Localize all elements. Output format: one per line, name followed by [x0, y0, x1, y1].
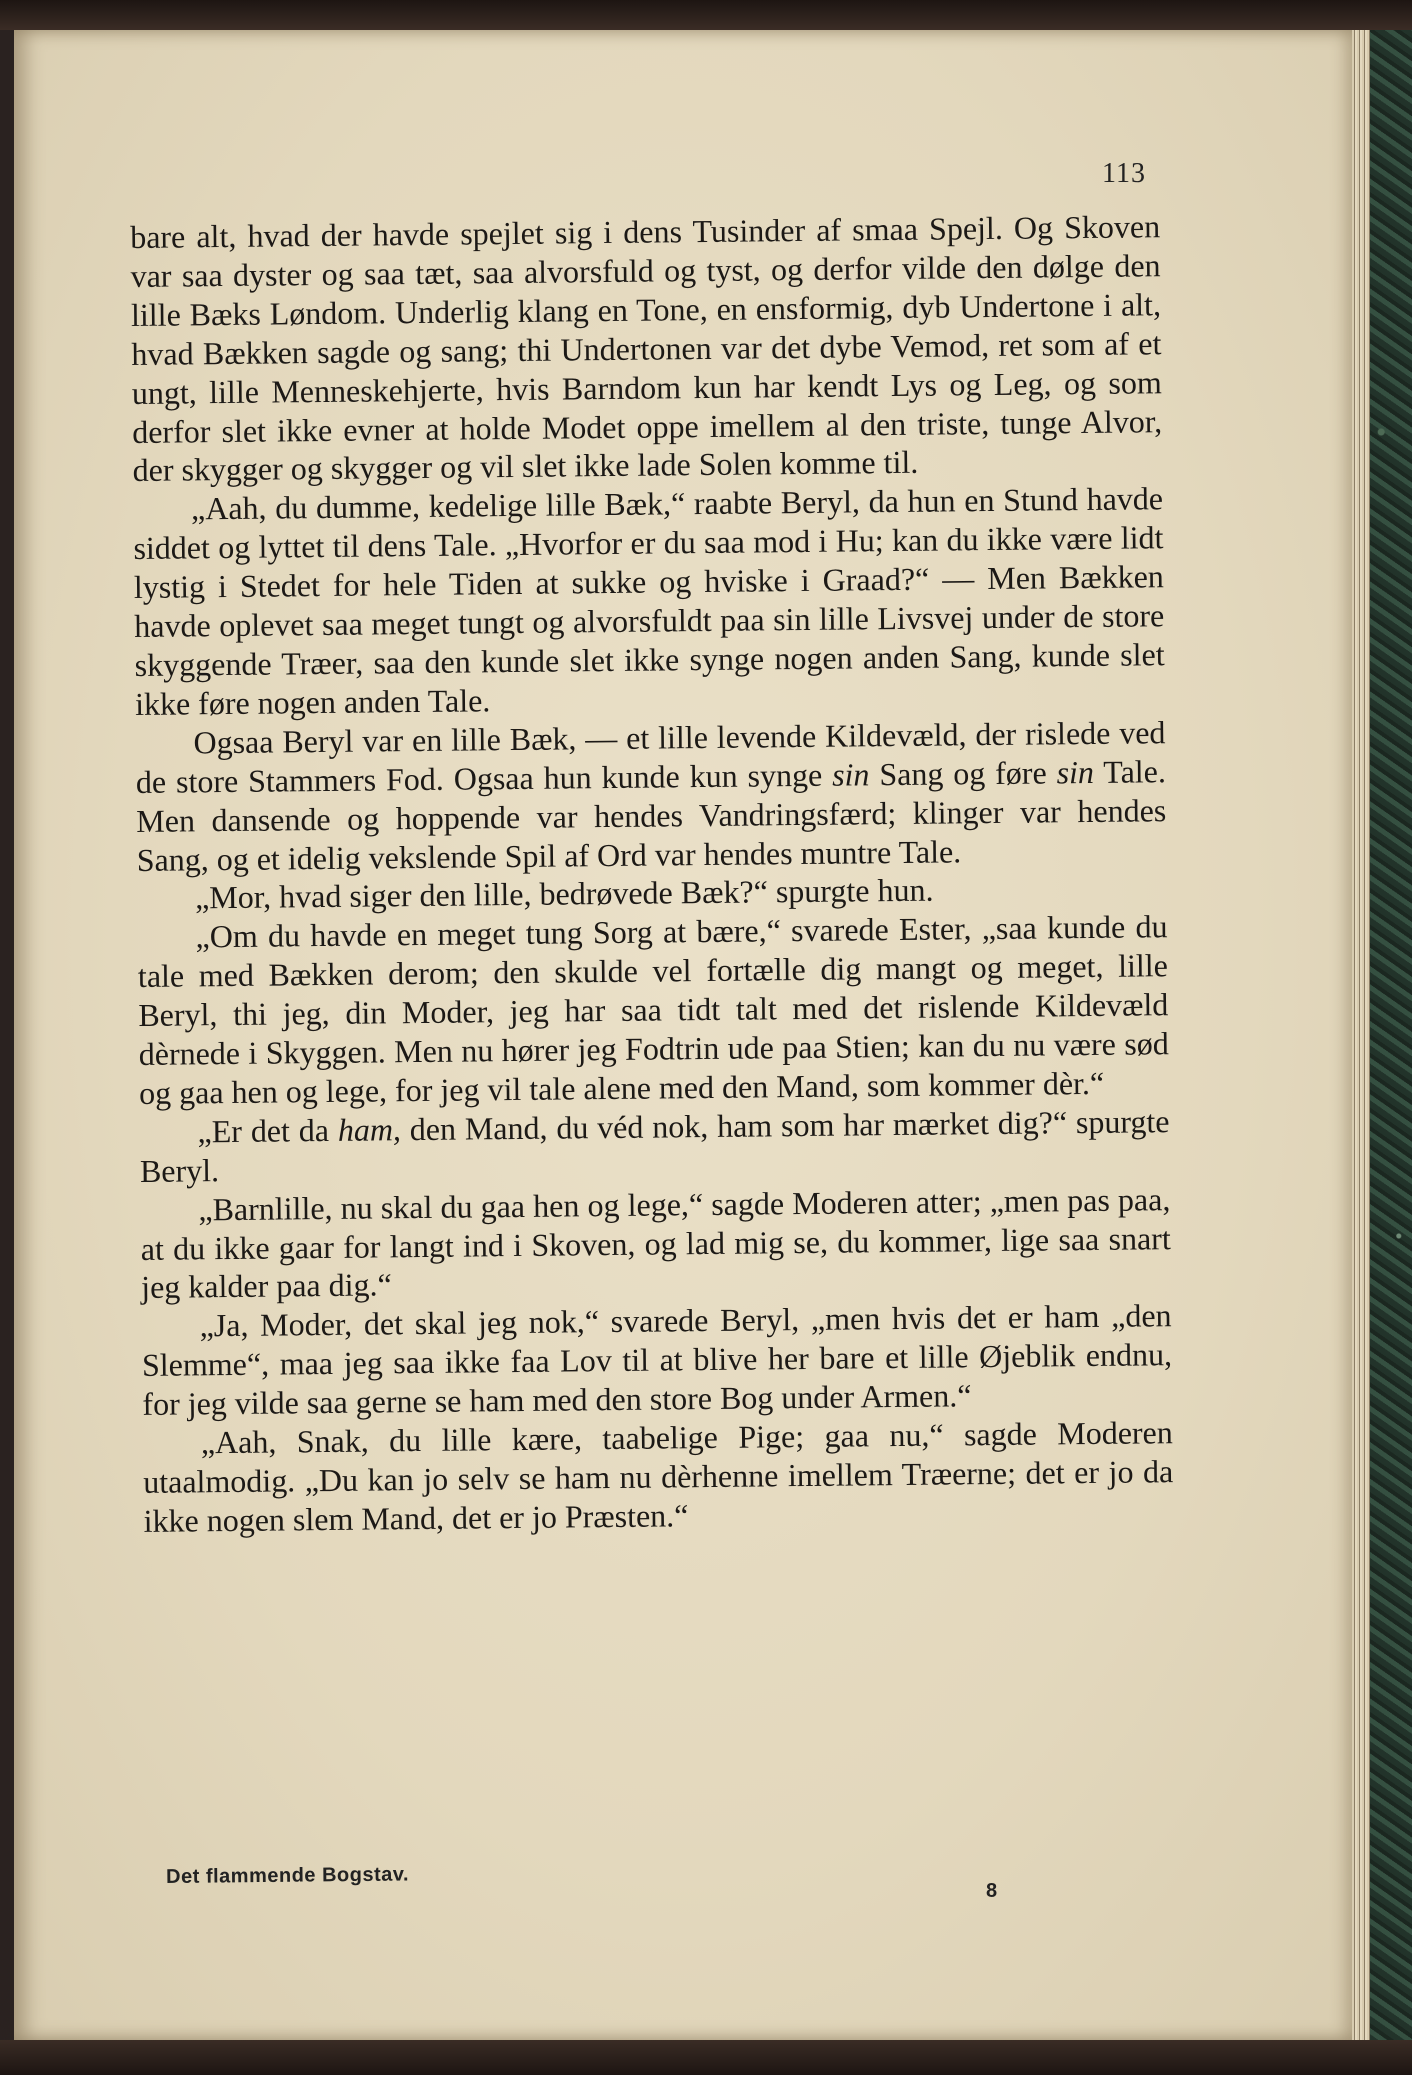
- emphasized-text: sin: [831, 755, 870, 793]
- paragraph: [140, 1180, 1171, 1307]
- footer-title: Det flammende Bogstav.: [166, 1863, 410, 1888]
- paragraph-text: „Barnlille, nu skal du gaa hen og lege,“ sagde Moderen atter; „men pas paa, at du ikke gaar for langt ind i Skoven, og lad mig se, du kommer, lige saa snart jeg kalder paa dig.“: [140, 1180, 1171, 1306]
- paragraph-text: „Aah, du dumme, kedelige lille Bæk,“ raabte Beryl, da hun en Stund havde siddet og lyttet til dens Tale. „Hvorfor er du saa mod i Hu; kan du ikke være lidt lystig i Stedet for hele Tiden at sukke og hviske i Graad?“ — Men Bækken havde oplevet saa meget tungt og alvorsfuldt paa sin lille Livsvej under de store skyggende Træer, saa den kunde slet ikke synge nogen anden Sang, kunde slet ikke føre nogen anden Tale.: [133, 480, 1165, 722]
- paragraph-text: Sang og føre: [869, 754, 1057, 792]
- paragraph-text: „Om du havde en meget tung Sorg at bære,“ svarede Ester, „saa kunde du tale med Bækken derom; den skulde vel fortælle dig mangt og meget, lille Beryl, thi jeg, din Moder, jeg har saa tidt talt med det rislende Kildevæld dèrnede i Skyggen. Men nu hører jeg Fodtrin ude paa Stien; kan du nu være sød og gaa hen og lege, for jeg vil tale alene med den Mand, som kommer dèr.“: [137, 908, 1169, 1111]
- paragraph-text: „Mor, hvad siger den lille, bedrøvede Bæk?“ spurgte hun.: [194, 872, 934, 916]
- paragraph-text: „Aah, Snak, du lille kære, taabelige Pige; gaa nu,“ sagde Moderen utaalmodig. „Du kan jo selv se ham nu dèrhenne imellem Træerne; det er jo da ikke nogen slem Mand, det er jo Præsten.“: [143, 1414, 1174, 1539]
- signature-mark: 8: [986, 1880, 998, 1902]
- paragraph: [139, 1102, 1170, 1191]
- paragraph: [135, 713, 1167, 879]
- page-stack-edge: [1352, 30, 1370, 2040]
- paragraph-text: den Mand, du véd nok, ham som har mærket dig?“ spurgte Beryl.: [139, 1103, 1170, 1189]
- paragraph-text: „Ja, Moder, det skal jeg nok,“ svarede Beryl, „men hvis det er ham „den Slemme“, maa jeg saa ikke faa Lov til at blive her bare et lille Øjeblik endnu, for jeg vilde saa gerne se ham med den store Bog under Armen.“: [141, 1297, 1173, 1423]
- paragraph: [143, 1413, 1174, 1540]
- page-number: 113: [1102, 158, 1146, 189]
- paragraph: [141, 1297, 1172, 1424]
- paragraph: [137, 907, 1169, 1112]
- book-cover-edge: [1368, 30, 1412, 2040]
- paragraph-text: Tale. Men dansende og hoppende var hendes Vandringsfærd; klinger var hendes Sang, og et idelig vekslende Spil af Ord var hendes muntre Tale.: [136, 752, 1167, 878]
- paragraph-text: Ogsaa Beryl var en lille Bæk, — et lille levende Kildevæld, der rislede ved de store Stammers Fod. Ogsaa hun kunde kun synge: [135, 713, 1166, 800]
- book-top-edge: [0, 0, 1412, 30]
- book-page: [14, 30, 1352, 2040]
- paragraph-text: bare alt, hvad der havde spejlet sig i dens Tusinder af smaa Spejl. Og Skoven var saa dyster og saa tæt, saa alvorsfuld og tyst, og derfor vilde den dølge den lille Bæks Løndom. Underlig klang en Tone, en ensformig, dyb Undertone i alt, hvad Bækken sagde og sang; thi Undertonen var det dybe Vemod, ret som af et ungt, lille Menneskehjerte, hvis Barndom kun har kendt Lys og Leg, og som derfor slet ikke evner at holde Modet oppe imellem al den triste, tunge Alvor, der skygger og skygger og vil slet ikke lade Solen komme til.: [130, 208, 1163, 489]
- body-text: [130, 207, 1174, 1541]
- paragraph: [130, 207, 1163, 490]
- paragraph-text: „Er det da: [197, 1111, 339, 1150]
- paragraph: [133, 480, 1165, 724]
- emphasized-text: sin: [1056, 753, 1095, 791]
- emphasized-text: ham,: [337, 1111, 402, 1148]
- book-bottom-edge: [0, 2040, 1412, 2075]
